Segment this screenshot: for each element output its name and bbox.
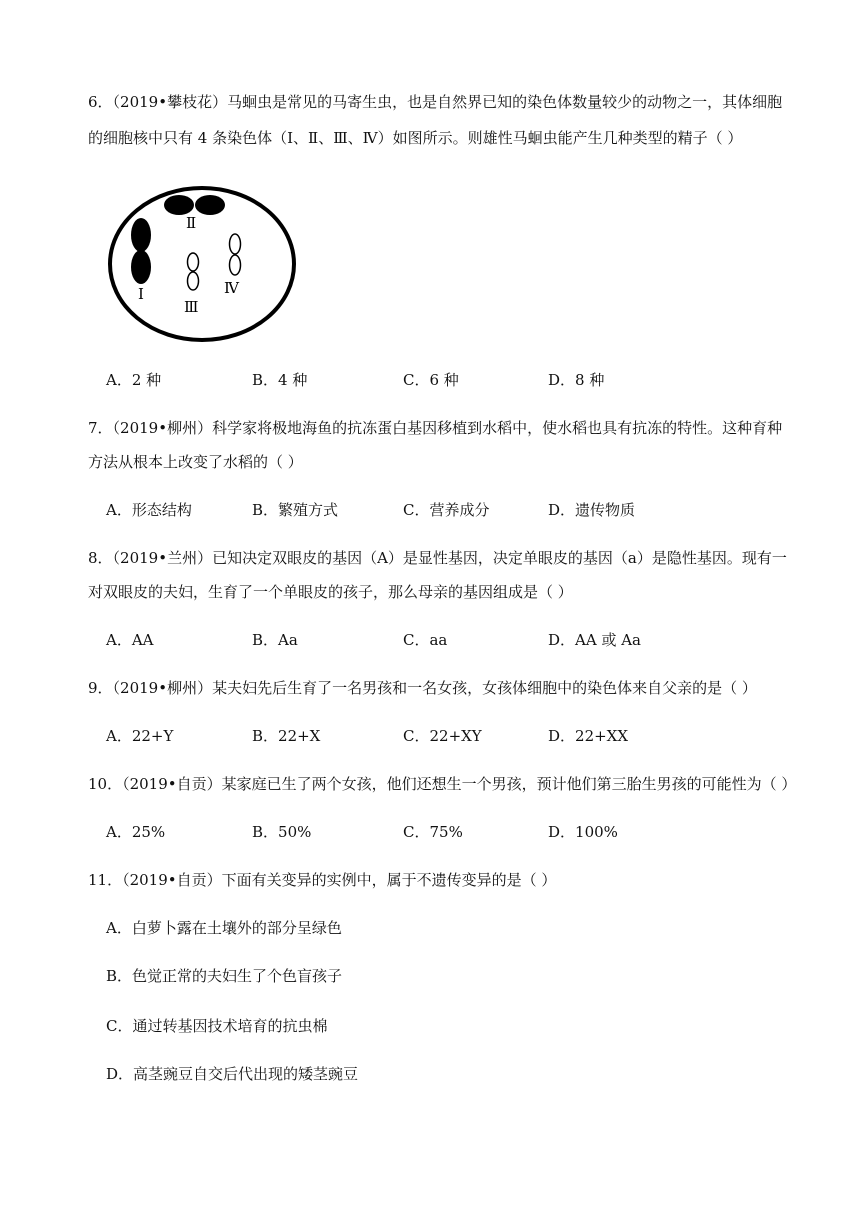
label-iii: Ⅲ	[184, 298, 199, 316]
question-9-option-b[interactable]: B．22+X	[252, 727, 321, 745]
question-6-line-1: 6．（2019•攀枝花）马蛔虫是常见的马寄生虫，也是自然界已知的染色体数量较少的动物之一，其体细胞	[88, 93, 783, 111]
chromosome-iv-top-arm	[230, 234, 241, 254]
question-9-option-c[interactable]: C．22+XY	[403, 727, 482, 745]
question-7-option-a[interactable]: A．形态结构	[106, 501, 192, 519]
question-8-option-d[interactable]: D．AA 或 Aa	[548, 631, 642, 649]
question-7-line-2: 方法从根本上改变了水稻的（ ）	[88, 453, 303, 471]
question-11-option-a[interactable]: A．白萝卜露在土壤外的部分呈绿色	[106, 919, 342, 937]
question-8-option-b[interactable]: B．Aa	[252, 631, 298, 649]
label-ii: Ⅱ	[186, 214, 197, 232]
question-10-line-1: 10．（2019•自贡）某家庭已生了两个女孩，他们还想生一个男孩，预计他们第三胎生男孩的可能性为（ ）	[88, 775, 797, 793]
question-8-option-c[interactable]: C．aa	[403, 631, 448, 649]
question-9-line-1: 9．（2019•柳州）某夫妇先后生育了一名男孩和一名女孩，女孩体细胞中的染色体来自父亲的是（ ）	[88, 679, 757, 697]
question-7-option-d[interactable]: D．遗传物质	[548, 501, 636, 519]
label-iv: Ⅳ	[224, 279, 239, 297]
chromosome-iii-bottom-arm	[188, 272, 199, 290]
question-11-option-d[interactable]: D．高茎豌豆自交后代出现的矮茎豌豆	[106, 1065, 359, 1083]
chromosome-i-top-arm	[131, 218, 151, 252]
question-11-option-c[interactable]: C．通过转基因技术培育的抗虫棉	[106, 1017, 328, 1035]
question-8-line-1: 8．（2019•兰州）已知决定双眼皮的基因（A）是显性基因，决定单眼皮的基因（a）是隐性基因。现有一	[88, 549, 787, 567]
chromosome-ii-right-arm	[195, 195, 225, 215]
question-7-line-1: 7．（2019•柳州）科学家将极地海鱼的抗冻蛋白基因移植到水稻中，使水稻也具有抗冻的特性。这种育种	[88, 419, 783, 437]
question-6-option-c[interactable]: C．6 种	[403, 371, 459, 389]
question-8-option-a[interactable]: A．AA	[106, 631, 154, 649]
question-9-option-d[interactable]: D．22+XX	[548, 727, 629, 745]
chromosome-ii-left-arm	[164, 195, 194, 215]
chromosome-i-bottom-arm	[131, 250, 151, 284]
question-7-option-c[interactable]: C．营养成分	[403, 501, 490, 519]
question-11-option-b[interactable]: B．色觉正常的夫妇生了个色盲孩子	[106, 967, 343, 985]
question-8-line-2: 对双眼皮的夫妇，生育了一个单眼皮的孩子，那么母亲的基因组成是（ ）	[88, 583, 573, 601]
question-6-line-2: 的细胞核中只有 4 条染色体（Ⅰ、Ⅱ、Ⅲ、Ⅳ）如图所示。则雄性马蛔虫能产生几种类型的精子（ ）	[88, 129, 743, 147]
question-6-option-b[interactable]: B．4 种	[252, 371, 308, 389]
chromosome-figure	[108, 186, 298, 342]
question-6-option-d[interactable]: D．8 种	[548, 371, 605, 389]
question-6-option-a[interactable]: A．2 种	[106, 371, 162, 389]
question-10-option-b[interactable]: B．50%	[252, 823, 312, 841]
question-11-line-1: 11．（2019•自贡）下面有关变异的实例中，属于不遗传变异的是（ ）	[88, 871, 557, 889]
question-10-option-a[interactable]: A．25%	[106, 823, 166, 841]
question-10-option-d[interactable]: D．100%	[548, 823, 618, 841]
question-10-option-c[interactable]: C．75%	[403, 823, 463, 841]
chromosome-iv-bottom-arm	[230, 255, 241, 275]
question-9-option-a[interactable]: A．22+Y	[106, 727, 174, 745]
chromosome-iii-top-arm	[188, 253, 199, 271]
question-7-option-b[interactable]: B．繁殖方式	[252, 501, 339, 519]
label-i: Ⅰ	[138, 285, 144, 303]
